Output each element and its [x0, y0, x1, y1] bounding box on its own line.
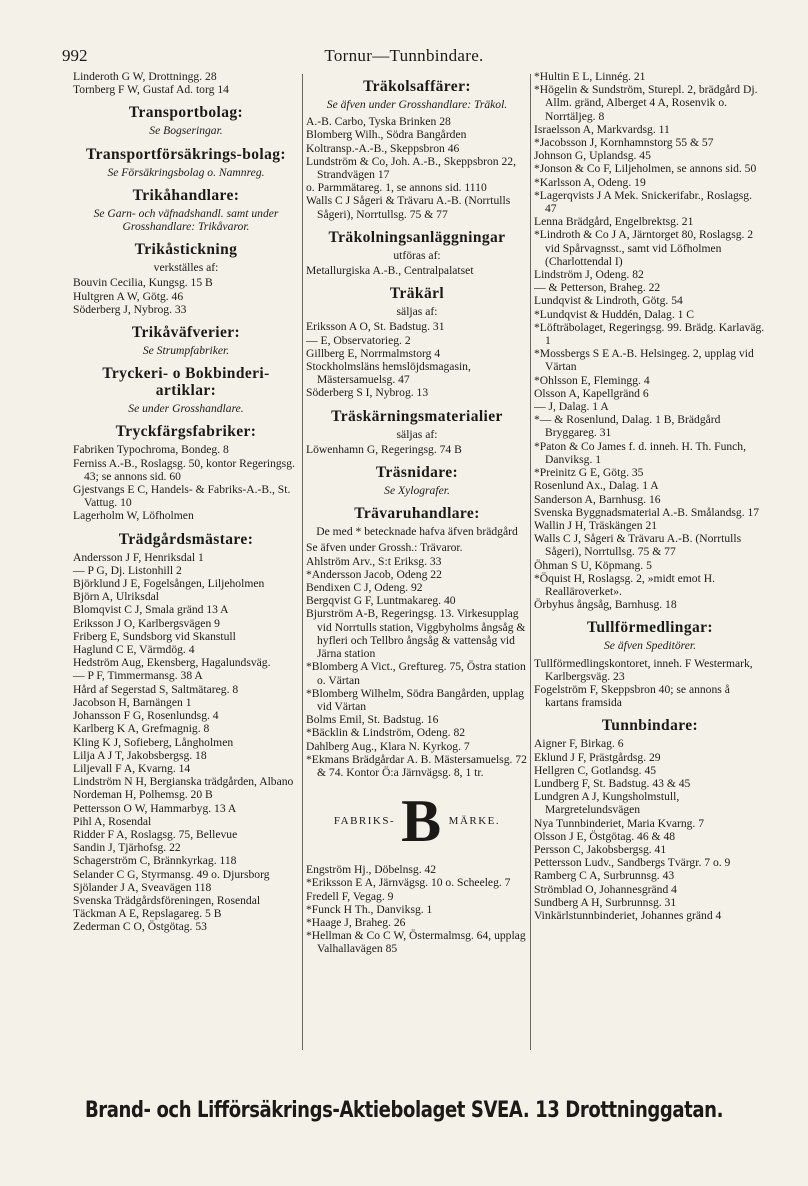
section-subheading: säljas af: — [396, 427, 438, 441]
directory-entry: *Högelin & Sundström, Sturepl. 2, brädgård Dj. Allm. gränd, Alberget 4 A, Rosenvik o. Norrtäljeg. 8 — [534, 83, 758, 123]
directory-entry: *— & Rosenlund, Dalag. 1 B, Brädgård Bryggareg. 31 — [534, 413, 721, 440]
directory-entry: Eklund J F, Prästgårdsg. 29 — [534, 750, 661, 764]
logo-mark: B — [401, 788, 443, 855]
directory-entry: Rosenlund Ax., Dalag. 1 A — [534, 479, 659, 493]
directory-entry: Blomqvist C J, Smala gränd 13 A — [73, 603, 229, 617]
directory-entry: Björn A, Ulriksdal — [73, 590, 159, 604]
directory-entry: Bendixen C J, Odeng. 92 — [306, 581, 423, 595]
directory-entry: Zederman C O, Östgötag. 53 — [73, 920, 207, 934]
directory-entry: Pettersson Ludv., Sandbergs Tvärgr. 7 o. 9 — [534, 856, 731, 870]
directory-entry: Fredell F, Vegag. 9 — [306, 889, 394, 903]
directory-entry: Gillberg E, Norrmalmstorg 4 — [306, 346, 441, 360]
directory-entry: Tornberg F W, Gustaf Ad. torg 14 — [73, 83, 229, 97]
directory-entry: *Blomberg Wilhelm, Södra Bangården, upplag vid Värtan — [306, 686, 525, 713]
directory-entry: Sanderson A, Barnhusg. 16 — [534, 492, 661, 506]
directory-entry: — J, Dalag. 1 A — [534, 400, 609, 414]
directory-entry: Metallurgiska A.-B., Centralpalatset — [306, 264, 474, 278]
directory-entry: Jacobson H, Barnängen 1 — [73, 695, 192, 709]
directory-entry: Lundberg F, St. Badstug. 43 & 45 — [534, 776, 691, 790]
trademark-logo — [306, 788, 528, 855]
directory-entry: Blomberg Wilh., Södra Bangården — [306, 128, 467, 142]
directory-entry: *Lagerqvists J A Mek. Snickerifabr., Roslagsg. 47 — [534, 188, 753, 216]
directory-entry: — E, Observatorieg. 2 — [306, 333, 411, 347]
directory-entry: Lagerholm W, Löfholmen — [73, 509, 194, 523]
running-title: Tornur—Tunnbindare. — [324, 46, 484, 65]
section-heading: Trädgårdsmästare: — [118, 530, 254, 548]
directory-entry: Nya Tunnbinderiet, Maria Kvarng. 7 — [534, 816, 705, 830]
directory-entry: Nordeman H, Polhemsg. 20 B — [73, 788, 213, 802]
directory-entry: Öhman S U, Köpmang. 5 — [534, 558, 652, 572]
directory-entry: Friberg E, Sundsborg vid Skanstull — [73, 629, 236, 643]
directory-entry: *Funck H Th., Danviksg. 1 — [306, 902, 433, 916]
directory-entry: Eriksson J O, Karlbergsvägen 9 — [73, 616, 220, 630]
directory-entry: Johansson F G, Rosenlundsg. 4 — [73, 709, 219, 723]
directory-entry: Wallin J H, Träskängen 21 — [534, 518, 658, 532]
directory-entry: Engström Hj., Döbelnsg. 42 — [306, 863, 437, 877]
directory-entry: *Karlsson A, Odeng. 19 — [534, 175, 646, 189]
directory-entry: Lundqvist & Lindroth, Götg. 54 — [534, 294, 683, 308]
section-heading: Träkolsaffärer: — [363, 78, 471, 95]
cross-reference-note: Se Strumpfabriker. — [142, 344, 230, 358]
section-note: De med * betecknade hafva äfven brädgård — [316, 525, 518, 539]
directory-entry: Vinkärlstunnbinderiet, Johannes gränd 4 — [534, 908, 722, 922]
directory-entry: Hellgren C, Gotlandsg. 45 — [534, 763, 657, 777]
directory-entry: *Ekmans Brädgårdar A. B. Mästersamuelsg. 72 & 74. Kontor Ö:a Järnvägsg. 8, 1 tr. — [306, 752, 527, 779]
directory-entry: Täckman A E, Repslagareg. 5 B — [73, 907, 222, 921]
directory-entry: Koltransp.-A.-B., Skeppsbron 46 — [306, 141, 460, 155]
section-heading: Transportförsäkrings-bolag: — [86, 145, 286, 163]
directory-entry: Lundgren A J, Kungsholmstull, Margretelundsvägen — [534, 790, 680, 817]
directory-entry: Lenna Brädgård, Engelbrektsg. 21 — [534, 215, 694, 229]
directory-entry: Strömblad O, Johannesgränd 4 — [534, 882, 677, 896]
directory-entry: Sandin J, Tjärhofsg. 22 — [73, 841, 181, 855]
directory-entry: Lundström & Co, Joh. A.-B., Skeppsbron 22, Strandvägen 17 — [306, 154, 516, 182]
section-heading: Tryckeri- o Bokbinderi-artiklar: — [102, 365, 270, 400]
directory-entry: Löwenhamn G, Regeringsg. 74 B — [306, 442, 462, 456]
directory-entry: Lilja A J T, Jakobsbergsg. 18 — [73, 748, 207, 762]
section-heading: Trikåväfverier: — [131, 324, 241, 342]
directory-entry: Israelsson A, Markvardsg. 11 — [534, 122, 670, 136]
directory-entry: *Preinitz G E, Götg. 35 — [534, 466, 644, 480]
directory-entry: Ahlström Arv., S:t Eriksg. 33 — [306, 554, 442, 568]
directory-entry: o. Parmmätareg. 1, se annons sid. 1110 — [306, 181, 487, 195]
page-header — [0, 28, 808, 65]
section-heading: Träkolningsanläggningar — [328, 228, 506, 246]
section-subheading: säljas af: — [396, 305, 438, 319]
directory-entry: Walls C J, Sågeri & Trävaru A.-B. (Norrtulls Sågeri), Norrtullsg. 75 & 77 — [534, 532, 742, 559]
directory-entry: Sundberg A H, Surbrunnsg. 31 — [534, 895, 677, 909]
directory-entry: Söderberg J, Nybrog. 33 — [73, 302, 187, 316]
column-divider — [302, 74, 303, 1050]
section-heading: Tryckfärgsfabriker: — [115, 423, 257, 441]
directory-entry: Tullförmedlingskontoret, inneh. F Westermark, Karlbergsväg. 23 — [534, 656, 753, 683]
directory-entry: Bouvin Cecilia, Kungsg. 15 B — [73, 276, 213, 290]
directory-entry: A.-B. Carbo, Tyska Brinken 28 — [306, 115, 451, 129]
directory-entry: Schagerström C, Brännkyrkag. 118 — [73, 854, 237, 868]
directory-entry: *Paton & Co James f. d. inneh. H. Th. Funch, Danviksg. 1 — [534, 439, 747, 466]
directory-entry: *Jonson & Co F, Liljeholmen, se annons sid. 50 — [534, 162, 757, 176]
column-middle — [306, 70, 528, 956]
section-heading: Tunnbindare: — [601, 717, 699, 735]
directory-entry: *Andersson Jacob, Odeng 22 — [306, 567, 442, 581]
directory-entry: Selander C G, Styrmansg. 49 o. Djursborg — [73, 867, 270, 881]
directory-entry: Lindström N H, Bergianska trädgården, Albano — [73, 775, 294, 789]
directory-entry: Aigner F, Birkag. 6 — [534, 737, 624, 751]
cross-reference-note: Se Försäkringsbolag o. Namnreg. — [107, 165, 265, 179]
section-heading: Trikåstickning — [134, 241, 238, 259]
directory-entry: Svenska Trädgårdsföreningen, Rosendal — [73, 893, 261, 907]
directory-entry: Karlberg K A, Grefmagnig. 8 — [73, 722, 210, 736]
directory-entry: Eriksson A O, St. Badstug. 31 — [306, 320, 445, 334]
cross-reference-note: Se under Grosshandlare. — [128, 402, 244, 416]
cross-reference-note: Se Bogseringar. — [149, 124, 223, 138]
directory-entry: *Bäcklin & Lindström, Odeng. 82 — [306, 726, 466, 740]
directory-entry: Persson C, Jakobsbergsg. 41 — [534, 842, 667, 856]
directory-entry: Liljevall F A, Kvarng. 14 — [73, 761, 191, 775]
cross-reference-note: Se Garn- och väfnadshandl. samt under Grosshandlare: Trikåvaror. — [93, 206, 279, 234]
directory-entry: *Lindroth & Co J A, Järntorget 80, Roslagsg. 2 vid Spårvagnsst., samt vid Löfholmen (Charlottendal I) — [534, 228, 754, 268]
directory-entry: Björklund J E, Fogelsången, Liljeholmen — [73, 577, 265, 591]
directory-entry: *Öquist H, Roslagsg. 2, »midt emot H. Realläroverket». — [534, 571, 715, 598]
section-subheading: utföras af: — [393, 248, 441, 262]
directory-entry: — P G, Dj. Listonhill 2 — [73, 563, 182, 577]
directory-entry: *Lundqvist & Huddén, Dalag. 1 C — [534, 307, 695, 321]
directory-entry: *Blomberg A Vict., Greftureg. 75, Östra station o. Värtan — [306, 660, 526, 687]
directory-entry: Walls C J Sågeri & Trävaru A.-B. (Norrtulls Sågeri), Norrtullsg. 75 & 77 — [306, 194, 511, 221]
directory-entry: Ramberg C A, Surbrunnsg. 43 — [534, 869, 675, 883]
directory-entry: Se äfven under Grossh.: Trävaror. — [306, 541, 463, 555]
directory-entry: Fabriken Typochroma, Bondeg. 8 — [73, 443, 229, 457]
directory-entry: Stockholmsläns hemslöjdsmagasin, Mästersamuelsg. 47 — [306, 360, 471, 387]
directory-entry: Gjestvangs E C, Handels- & Fabriks-A.-B., St. Vattug. 10 — [73, 483, 291, 510]
directory-entry: Kling K J, Sofieberg, Långholmen — [73, 735, 234, 749]
section-subheading: verkställes af: — [153, 261, 219, 275]
directory-entry: Andersson J F, Henriksdal 1 — [73, 550, 204, 564]
directory-entry: *Jacobsson J, Kornhamnstorg 55 & 57 — [534, 136, 714, 150]
cross-reference-note: Se Xylografer. — [384, 484, 450, 498]
logo-left-text: FABRIKS- — [333, 814, 396, 827]
directory-entry: *Ohlsson E, Flemingg. 4 — [534, 373, 650, 387]
directory-entry: Hultgren A W, Götg. 46 — [73, 289, 184, 303]
directory-entry: Olsson A, Kapellgränd 6 — [534, 386, 649, 400]
directory-entry: *Eriksson E A, Järnvägsg. 10 o. Scheeleg. 7 — [306, 876, 511, 890]
section-heading: Tullförmedlingar: — [587, 619, 713, 637]
directory-entry: *Hellman & Co C W, Östermalmsg. 64, upplag Valhallavägen 85 — [306, 929, 526, 956]
section-heading: Trävaruhandlare: — [354, 505, 480, 523]
directory-entry: Söderberg S I, Nybrog. 13 — [306, 386, 429, 400]
directory-entry: *Haage J, Braheg. 26 — [306, 915, 406, 929]
directory-entry: Bolms Emil, St. Badstug. 16 — [306, 713, 439, 727]
directory-entry: Bergqvist G F, Luntmakareg. 40 — [306, 594, 456, 608]
directory-entry: Dahlberg Aug., Klara N. Kyrkog. 7 — [306, 739, 470, 753]
directory-entry: Haglund C E, Värmdög. 4 — [73, 643, 195, 657]
column-divider — [530, 74, 531, 1050]
directory-entry: Svenska Byggnadsmaterial A.-B. Smålandsg. 17 — [534, 505, 760, 519]
directory-entry: — & Petterson, Braheg. 22 — [534, 281, 661, 295]
logo-right-text: MÄRKE. — [448, 814, 501, 827]
section-heading: Träsnidare: — [375, 464, 459, 482]
directory-entry: *Hultin E L, Linnég. 21 — [534, 70, 646, 83]
directory-entry: Örbyhus ångsåg, Barnhusg. 18 — [534, 598, 677, 612]
section-heading: Träkärl — [389, 285, 445, 303]
directory-entry: — P F, Timmermansg. 38 A — [73, 669, 203, 683]
cross-reference-note: Se äfven under Grosshandlare: Träkol. — [326, 98, 508, 111]
directory-entry: Ferniss A.-B., Roslagsg. 50, kontor Regeringsg. 43; se annons sid. 60 — [73, 456, 295, 483]
cross-reference-note: Se äfven Speditörer. — [604, 639, 696, 653]
column-right — [534, 70, 766, 922]
directory-entry: Johnson G, Uplandsg. 45 — [534, 149, 651, 163]
directory-entry: Bjurström A-B, Regeringsg. 13. Virkesupplag vid Norrtulls station, Viggbyholms ångsåg & hyfleri och Tellbro ångsåg & vattensåg vid Järna station — [306, 607, 526, 661]
page-number: 992 — [62, 46, 88, 65]
directory-entry: Fogelström F, Skeppsbron 40; se annons å kartans framsida — [534, 682, 730, 710]
section-heading: Trikåhandlare: — [132, 186, 240, 204]
section-heading: Transportbolag: — [128, 104, 244, 122]
directory-entry: Pettersson O W, Hammarbyg. 13 A — [73, 801, 237, 815]
directory-entry: Sjölander J A, Sveavägen 118 — [73, 880, 212, 894]
directory-entry: Pihl A, Rosendal — [73, 814, 152, 828]
section-heading: Träskärningsmaterialier — [331, 407, 503, 425]
directory-entry: Hedström Aug, Ekensberg, Hagalundsväg. — [73, 656, 271, 670]
directory-entry: Lindström J, Odeng. 82 — [534, 268, 644, 282]
directory-entry: *Löfträbolaget, Regeringsg. 99. Brädg. Karlaväg. 1 — [534, 320, 765, 348]
column-left — [73, 70, 299, 934]
directory-entry: Hård af Segerstad S, Saltmätareg. 8 — [73, 682, 239, 696]
directory-entry: Ridder F A, Roslagsg. 75, Bellevue — [73, 827, 238, 841]
directory-entry: *Mossbergs S E A.-B. Helsingeg. 2, upplag vid Värtan — [534, 347, 754, 374]
directory-entry: Olsson J E, Östgötag. 46 & 48 — [534, 829, 676, 843]
footer-advert: Brand- och Lifförsäkrings-Aktiebolaget SVEA. 13 Drottninggatan. — [84, 1098, 724, 1123]
directory-entry: Linderoth G W, Drottningg. 28 — [73, 70, 217, 83]
